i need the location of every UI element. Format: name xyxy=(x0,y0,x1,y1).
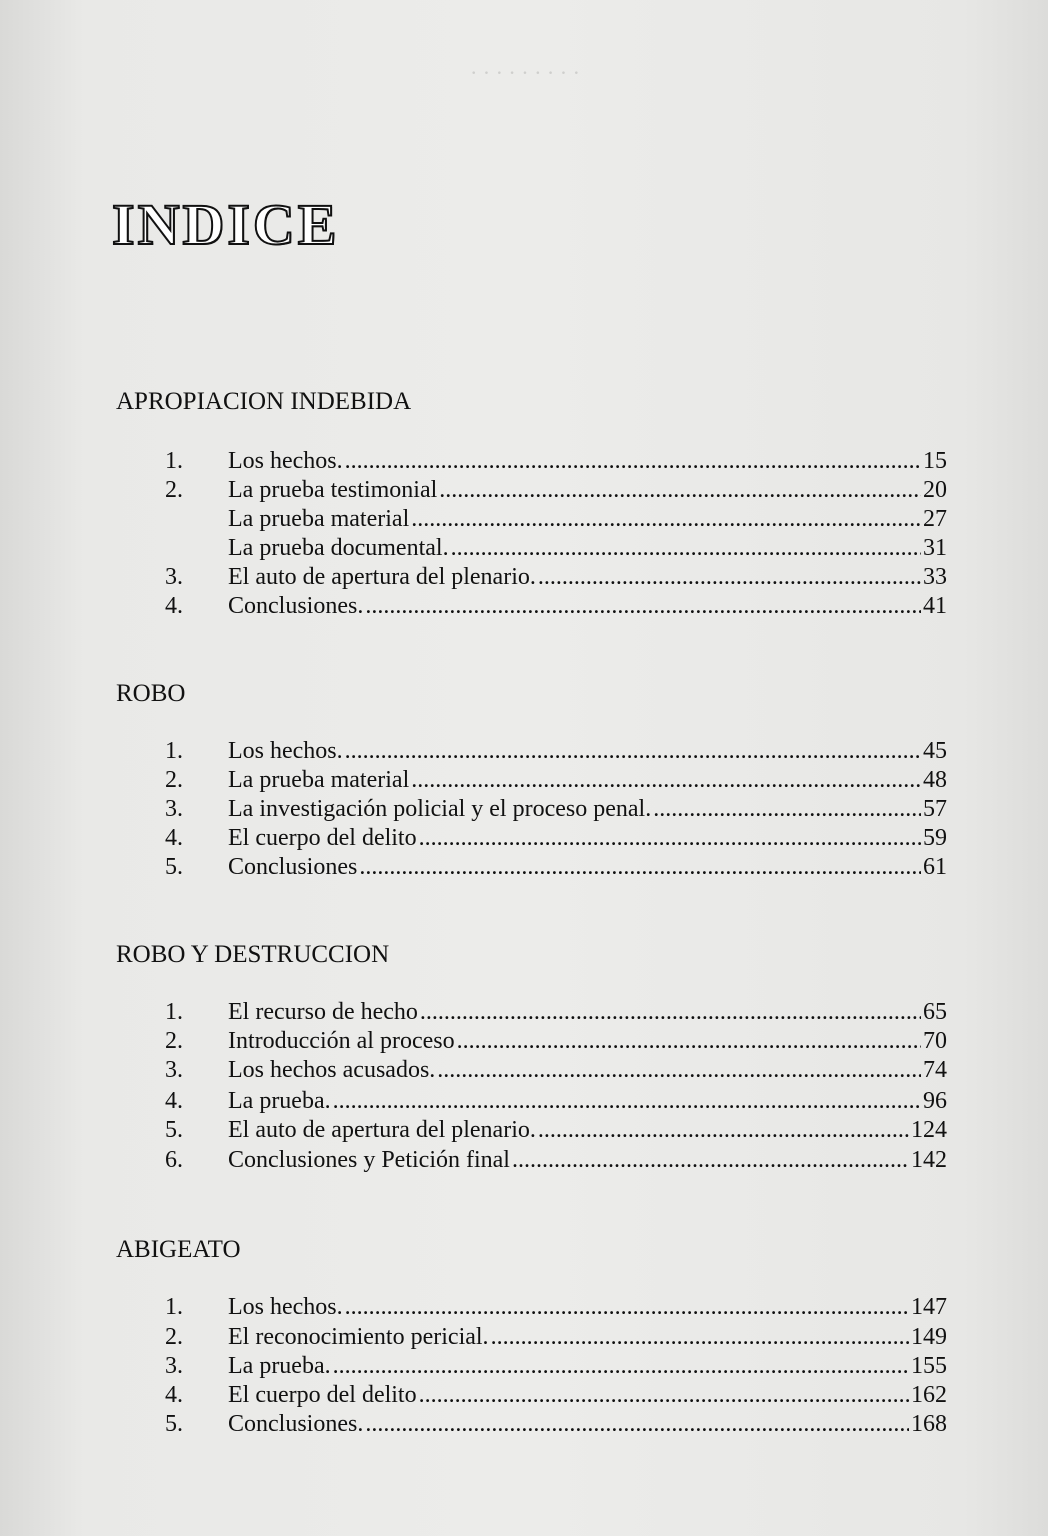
dot-leader xyxy=(333,1351,909,1381)
entry-title: La investigación policial y el proceso penal. xyxy=(228,796,652,822)
toc-entry xyxy=(165,1055,947,1085)
toc-entry xyxy=(165,1145,947,1175)
entry-number: 4. xyxy=(165,1382,183,1408)
entry-page: 124 xyxy=(911,1117,947,1143)
toc-entry xyxy=(165,765,947,795)
entry-title: La prueba testimonial xyxy=(228,477,438,503)
bleed-through-decoration: · · · · · · · · · xyxy=(470,60,580,85)
toc-entry xyxy=(165,1115,947,1145)
entry-page: 15 xyxy=(923,448,947,474)
entry-page: 155 xyxy=(911,1353,947,1379)
entry-page: 20 xyxy=(923,477,947,503)
toc-entry xyxy=(165,1380,947,1410)
toc-entry xyxy=(165,1322,947,1352)
toc-entry xyxy=(165,475,947,505)
page-title: INDICE xyxy=(112,192,340,257)
entry-page: 70 xyxy=(923,1028,947,1054)
dot-leader xyxy=(653,794,921,824)
dot-leader xyxy=(333,1086,921,1116)
toc-entry xyxy=(165,997,947,1027)
entry-number: 3. xyxy=(165,1353,183,1379)
entry-number: 5. xyxy=(165,854,183,880)
dot-leader xyxy=(451,533,921,563)
entry-page: 65 xyxy=(923,999,947,1025)
toc-entry xyxy=(165,1409,947,1439)
entry-number: 1. xyxy=(165,1294,183,1320)
entry-page: 142 xyxy=(911,1147,947,1173)
section-heading: ROBO Y DESTRUCCION xyxy=(116,941,390,968)
entry-page: 168 xyxy=(911,1411,947,1437)
entry-page: 96 xyxy=(923,1088,947,1114)
entry-number: 3. xyxy=(165,564,183,590)
dot-leader xyxy=(411,765,921,795)
entry-page: 149 xyxy=(911,1324,947,1350)
entry-page: 74 xyxy=(923,1057,947,1083)
entry-title: Conclusiones y Petición final xyxy=(228,1147,510,1173)
section-heading: ROBO xyxy=(116,680,186,707)
entry-number: 5. xyxy=(165,1411,183,1437)
entry-title: Conclusiones. xyxy=(228,1411,364,1437)
dot-leader xyxy=(419,823,921,853)
toc-entry xyxy=(165,1292,947,1322)
entry-title: El auto de apertura del plenario. xyxy=(228,564,536,590)
entry-number: 5. xyxy=(165,1117,183,1143)
entry-page: 162 xyxy=(911,1382,947,1408)
entry-number: 1. xyxy=(165,448,183,474)
dot-leader xyxy=(538,562,921,592)
entry-title: Los hechos. xyxy=(228,1294,343,1320)
entry-page: 57 xyxy=(923,796,947,822)
entry-title: La prueba. xyxy=(228,1353,331,1379)
dot-leader xyxy=(411,504,921,534)
entry-title: Conclusiones xyxy=(228,854,358,880)
entry-number: 3. xyxy=(165,1057,183,1083)
section-heading: ABIGEATO xyxy=(116,1236,241,1263)
dot-leader xyxy=(437,1055,921,1085)
entry-title: El recurso de hecho xyxy=(228,999,418,1025)
section-heading: APROPIACION INDEBIDA xyxy=(116,388,412,415)
entry-title: Conclusiones. xyxy=(228,593,364,619)
toc-entry xyxy=(165,794,947,824)
entry-page: 48 xyxy=(923,767,947,793)
toc-entry xyxy=(165,446,947,476)
entry-number: 4. xyxy=(165,825,183,851)
entry-title: Los hechos acusados. xyxy=(228,1057,436,1083)
entry-number: 1. xyxy=(165,999,183,1025)
entry-title: La prueba. xyxy=(228,1088,331,1114)
dot-leader xyxy=(365,1409,909,1439)
entry-title: La prueba material xyxy=(228,506,410,532)
entry-number: 6. xyxy=(165,1147,183,1173)
entry-page: 45 xyxy=(923,738,947,764)
toc-entry xyxy=(165,736,947,766)
toc-entry xyxy=(165,852,947,882)
entry-number: 2. xyxy=(165,1324,183,1350)
entry-title: El reconocimiento pericial. xyxy=(228,1324,489,1350)
entry-title: El cuerpo del delito xyxy=(228,1382,417,1408)
dot-leader xyxy=(538,1115,909,1145)
dot-leader xyxy=(365,591,921,621)
entry-number: 2. xyxy=(165,767,183,793)
dot-leader xyxy=(345,736,921,766)
entry-number: 2. xyxy=(165,1028,183,1054)
dot-leader xyxy=(345,1292,909,1322)
entry-title: El auto de apertura del plenario. xyxy=(228,1117,536,1143)
entry-number: 1. xyxy=(165,738,183,764)
entry-page: 31 xyxy=(923,535,947,561)
dot-leader xyxy=(420,997,921,1027)
entry-number: 4. xyxy=(165,1088,183,1114)
entry-page: 27 xyxy=(923,506,947,532)
entry-title: Los hechos. xyxy=(228,448,343,474)
entry-page: 41 xyxy=(923,593,947,619)
toc-entry xyxy=(165,1026,947,1056)
entry-page: 33 xyxy=(923,564,947,590)
dot-leader xyxy=(457,1026,921,1056)
dot-leader xyxy=(491,1322,909,1352)
entry-title: Introducción al proceso xyxy=(228,1028,455,1054)
toc-entry xyxy=(165,504,947,534)
entry-title: El cuerpo del delito xyxy=(228,825,417,851)
dot-leader xyxy=(345,446,921,476)
dot-leader xyxy=(439,475,921,505)
toc-entry xyxy=(165,823,947,853)
toc-entry xyxy=(165,533,947,563)
entry-page: 59 xyxy=(923,825,947,851)
dot-leader xyxy=(359,852,921,882)
entry-page: 61 xyxy=(923,854,947,880)
toc-entry xyxy=(165,1351,947,1381)
entry-title: La prueba documental. xyxy=(228,535,449,561)
toc-entry xyxy=(165,562,947,592)
toc-entry xyxy=(165,591,947,621)
entry-number: 4. xyxy=(165,593,183,619)
dot-leader xyxy=(512,1145,909,1175)
toc-entry xyxy=(165,1086,947,1116)
entry-title: Los hechos. xyxy=(228,738,343,764)
entry-page: 147 xyxy=(911,1294,947,1320)
dot-leader xyxy=(419,1380,909,1410)
entry-number: 3. xyxy=(165,796,183,822)
entry-title: La prueba material xyxy=(228,767,410,793)
entry-number: 2. xyxy=(165,477,183,503)
